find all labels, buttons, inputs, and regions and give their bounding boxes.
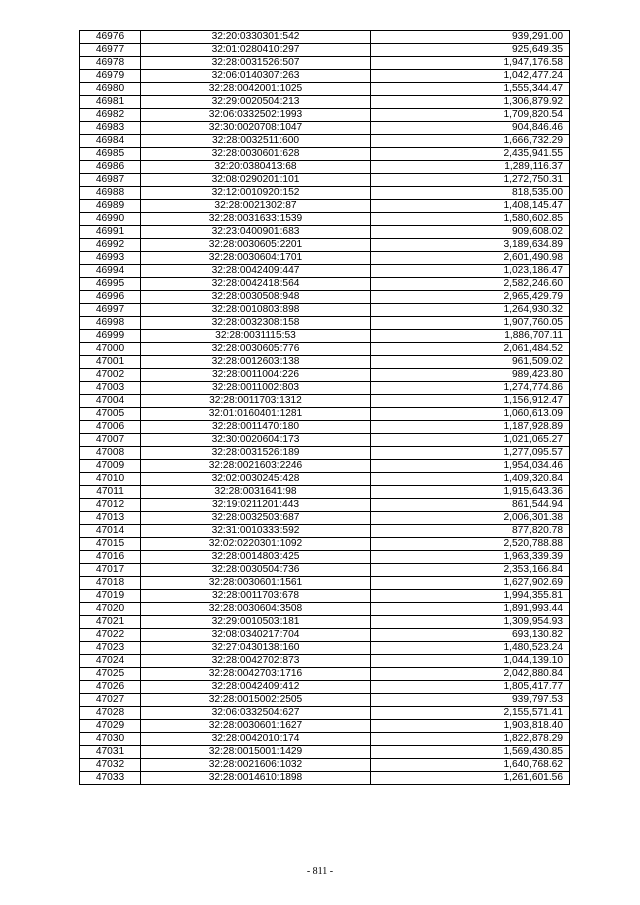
row-id-cell: 46989 — [80, 200, 141, 213]
cadastral-number-cell: 32:28:0011470:180 — [141, 421, 371, 434]
table-row — [80, 681, 570, 694]
amount-cell: 877,820.78 — [371, 525, 570, 538]
cadastral-number-cell: 32:28:0032503:687 — [141, 512, 371, 525]
cadastral-number-cell: 32:08:0340217:704 — [141, 629, 371, 642]
row-id-cell: 46991 — [80, 226, 141, 239]
cadastral-number-cell: 32:28:0030601:1561 — [141, 577, 371, 590]
amount-cell: 1,994,355.81 — [371, 590, 570, 603]
table-row — [80, 486, 570, 499]
cadastral-number-cell: 32:28:0030605:2201 — [141, 239, 371, 252]
row-id-cell: 47025 — [80, 668, 141, 681]
row-id-cell: 47020 — [80, 603, 141, 616]
row-id-cell: 47022 — [80, 629, 141, 642]
amount-cell: 1,060,613.09 — [371, 408, 570, 421]
row-id-cell: 47010 — [80, 473, 141, 486]
table-row — [80, 83, 570, 96]
row-id-cell: 47006 — [80, 421, 141, 434]
amount-cell: 1,408,145.47 — [371, 200, 570, 213]
amount-cell: 1,272,750.31 — [371, 174, 570, 187]
row-id-cell: 46987 — [80, 174, 141, 187]
table-row — [80, 538, 570, 551]
cadastral-number-cell: 32:31:0010333:592 — [141, 525, 371, 538]
cadastral-number-cell: 32:28:0011703:1312 — [141, 395, 371, 408]
amount-cell: 1,822,878.29 — [371, 733, 570, 746]
amount-cell: 2,006,301.38 — [371, 512, 570, 525]
cadastral-number-cell: 32:28:0042703:1716 — [141, 668, 371, 681]
table-row — [80, 655, 570, 668]
cadastral-number-cell: 32:02:0030245:428 — [141, 473, 371, 486]
table-row — [80, 57, 570, 70]
table-row — [80, 642, 570, 655]
table-row — [80, 70, 570, 83]
row-id-cell: 46976 — [80, 31, 141, 44]
amount-cell: 818,535.00 — [371, 187, 570, 200]
table-row — [80, 200, 570, 213]
amount-cell: 1,891,993.44 — [371, 603, 570, 616]
row-id-cell: 47002 — [80, 369, 141, 382]
cadastral-number-cell: 32:19:0211201:443 — [141, 499, 371, 512]
table-row — [80, 759, 570, 772]
row-id-cell: 46986 — [80, 161, 141, 174]
row-id-cell: 47029 — [80, 720, 141, 733]
table-row — [80, 551, 570, 564]
table-row — [80, 512, 570, 525]
table-row — [80, 616, 570, 629]
table-row — [80, 356, 570, 369]
cadastral-number-cell: 32:28:0030508:948 — [141, 291, 371, 304]
table-row — [80, 369, 570, 382]
amount-cell: 1,569,430.85 — [371, 746, 570, 759]
amount-cell: 961,509.02 — [371, 356, 570, 369]
table-row — [80, 668, 570, 681]
amount-cell: 1,805,417.77 — [371, 681, 570, 694]
table-row — [80, 96, 570, 109]
table-row — [80, 707, 570, 720]
table-row — [80, 330, 570, 343]
amount-cell: 1,277,095.57 — [371, 447, 570, 460]
cadastral-number-cell: 32:28:0030504:736 — [141, 564, 371, 577]
cadastral-number-cell: 32:28:0042001:1025 — [141, 83, 371, 96]
row-id-cell: 47012 — [80, 499, 141, 512]
amount-cell: 2,353,166.84 — [371, 564, 570, 577]
cadastral-number-cell: 32:28:0021606:1032 — [141, 759, 371, 772]
table-row — [80, 733, 570, 746]
cadastral-number-cell: 32:28:0012603:138 — [141, 356, 371, 369]
table-row — [80, 577, 570, 590]
table-row — [80, 174, 570, 187]
amount-cell: 1,289,116.37 — [371, 161, 570, 174]
amount-cell: 1,915,643.36 — [371, 486, 570, 499]
row-id-cell: 47007 — [80, 434, 141, 447]
row-id-cell: 46994 — [80, 265, 141, 278]
row-id-cell: 47028 — [80, 707, 141, 720]
amount-cell: 1,044,139.10 — [371, 655, 570, 668]
row-id-cell: 47004 — [80, 395, 141, 408]
row-id-cell: 47021 — [80, 616, 141, 629]
table-row — [80, 278, 570, 291]
amount-cell: 2,601,490.98 — [371, 252, 570, 265]
row-id-cell: 46998 — [80, 317, 141, 330]
amount-cell: 2,520,788.88 — [371, 538, 570, 551]
table-row — [80, 473, 570, 486]
cadastral-number-cell: 32:28:0030601:628 — [141, 148, 371, 161]
amount-cell: 1,709,820.54 — [371, 109, 570, 122]
amount-cell: 1,264,930.32 — [371, 304, 570, 317]
cadastral-number-cell: 32:28:0042409:412 — [141, 681, 371, 694]
amount-cell: 2,965,429.79 — [371, 291, 570, 304]
amount-cell: 1,261,601.56 — [371, 772, 570, 785]
page-number: - 811 - — [306, 866, 334, 877]
amount-cell: 1,156,912.47 — [371, 395, 570, 408]
amount-cell: 1,306,879.92 — [371, 96, 570, 109]
cadastral-number-cell: 32:28:0030605:776 — [141, 343, 371, 356]
row-id-cell: 46988 — [80, 187, 141, 200]
table-row — [80, 395, 570, 408]
cadastral-number-cell: 32:08:0290201:101 — [141, 174, 371, 187]
cadastral-number-cell: 32:30:0020604:173 — [141, 434, 371, 447]
cadastral-number-cell: 32:28:0011002:803 — [141, 382, 371, 395]
cadastral-number-cell: 32:28:0010803:898 — [141, 304, 371, 317]
amount-cell: 1,947,176.58 — [371, 57, 570, 70]
row-id-cell: 46999 — [80, 330, 141, 343]
amount-cell: 2,435,941.55 — [371, 148, 570, 161]
table-row — [80, 213, 570, 226]
table-row — [80, 421, 570, 434]
row-id-cell: 46996 — [80, 291, 141, 304]
table-row — [80, 343, 570, 356]
cadastral-number-cell: 32:28:0030604:3508 — [141, 603, 371, 616]
amount-cell: 1,409,320.84 — [371, 473, 570, 486]
table-row — [80, 265, 570, 278]
table-row — [80, 746, 570, 759]
amount-cell: 925,649.35 — [371, 44, 570, 57]
amount-cell: 1,309,954.93 — [371, 616, 570, 629]
row-id-cell: 46982 — [80, 109, 141, 122]
table-row — [80, 772, 570, 785]
cadastral-number-cell: 32:28:0014610:1898 — [141, 772, 371, 785]
table-row — [80, 304, 570, 317]
table-row — [80, 434, 570, 447]
table-row — [80, 148, 570, 161]
table-row — [80, 447, 570, 460]
row-id-cell: 47000 — [80, 343, 141, 356]
cadastral-number-cell: 32:01:0160401:1281 — [141, 408, 371, 421]
table-row — [80, 122, 570, 135]
cadastral-number-cell: 32:28:0015001:1429 — [141, 746, 371, 759]
table-row — [80, 252, 570, 265]
amount-cell: 1,023,186.47 — [371, 265, 570, 278]
cadastral-number-cell: 32:28:0015002:2505 — [141, 694, 371, 707]
table-row — [80, 629, 570, 642]
amount-cell: 1,480,523.24 — [371, 642, 570, 655]
table-row — [80, 135, 570, 148]
row-id-cell: 46980 — [80, 83, 141, 96]
table-row — [80, 382, 570, 395]
cadastral-number-cell: 32:28:0021302:87 — [141, 200, 371, 213]
row-id-cell: 46997 — [80, 304, 141, 317]
cadastral-number-cell: 32:20:0380413:68 — [141, 161, 371, 174]
cadastral-number-cell: 32:28:0031641:98 — [141, 486, 371, 499]
cadastral-number-cell: 32:28:0042702:873 — [141, 655, 371, 668]
amount-cell: 3,189,634.89 — [371, 239, 570, 252]
cadastral-number-cell: 32:28:0032511:600 — [141, 135, 371, 148]
cadastral-number-cell: 32:20:0330301:542 — [141, 31, 371, 44]
table-row — [80, 161, 570, 174]
row-id-cell: 46981 — [80, 96, 141, 109]
cadastral-number-cell: 32:28:0042409:447 — [141, 265, 371, 278]
amount-cell: 1,954,034.46 — [371, 460, 570, 473]
table-body — [80, 31, 570, 785]
amount-cell: 1,187,928.89 — [371, 421, 570, 434]
cadastral-number-cell: 32:27:0430138:160 — [141, 642, 371, 655]
row-id-cell: 47026 — [80, 681, 141, 694]
cadastral-number-cell: 32:28:0021603:2246 — [141, 460, 371, 473]
amount-cell: 1,903,818.40 — [371, 720, 570, 733]
cadastral-number-cell: 32:28:0042418:564 — [141, 278, 371, 291]
row-id-cell: 47009 — [80, 460, 141, 473]
row-id-cell: 46993 — [80, 252, 141, 265]
row-id-cell: 47030 — [80, 733, 141, 746]
cadastral-number-cell: 32:28:0011004:226 — [141, 369, 371, 382]
table-row — [80, 109, 570, 122]
cadastral-number-cell: 32:28:0030604:1701 — [141, 252, 371, 265]
row-id-cell: 47013 — [80, 512, 141, 525]
amount-cell: 939,291.00 — [371, 31, 570, 44]
table-row — [80, 499, 570, 512]
table-row — [80, 239, 570, 252]
cadastral-number-cell: 32:12:0010920:152 — [141, 187, 371, 200]
row-id-cell: 47031 — [80, 746, 141, 759]
row-id-cell: 47027 — [80, 694, 141, 707]
data-table — [79, 30, 570, 785]
amount-cell: 1,640,768.62 — [371, 759, 570, 772]
amount-cell: 1,627,902.69 — [371, 577, 570, 590]
row-id-cell: 47008 — [80, 447, 141, 460]
cadastral-number-cell: 32:29:0010503:181 — [141, 616, 371, 629]
amount-cell: 861,544.94 — [371, 499, 570, 512]
cadastral-number-cell: 32:29:0020504:213 — [141, 96, 371, 109]
row-id-cell: 47005 — [80, 408, 141, 421]
table-row — [80, 525, 570, 538]
table-row — [80, 291, 570, 304]
row-id-cell: 46985 — [80, 148, 141, 161]
cadastral-number-cell: 32:28:0042010:174 — [141, 733, 371, 746]
amount-cell: 1,274,774.86 — [371, 382, 570, 395]
amount-cell: 2,061,484.52 — [371, 343, 570, 356]
amount-cell: 693,130.82 — [371, 629, 570, 642]
cadastral-number-cell: 32:28:0030601:1627 — [141, 720, 371, 733]
cadastral-number-cell: 32:01:0280410:297 — [141, 44, 371, 57]
table-row — [80, 694, 570, 707]
cadastral-number-cell: 32:06:0140307:263 — [141, 70, 371, 83]
amount-cell: 2,582,246.60 — [371, 278, 570, 291]
row-id-cell: 46984 — [80, 135, 141, 148]
row-id-cell: 47033 — [80, 772, 141, 785]
cadastral-number-cell: 32:02:0220301:1092 — [141, 538, 371, 551]
table-row — [80, 720, 570, 733]
table-row — [80, 317, 570, 330]
row-id-cell: 47023 — [80, 642, 141, 655]
amount-cell: 2,155,571.41 — [371, 707, 570, 720]
row-id-cell: 46995 — [80, 278, 141, 291]
row-id-cell: 47019 — [80, 590, 141, 603]
table-row — [80, 590, 570, 603]
cadastral-number-cell: 32:28:0031115:53 — [141, 330, 371, 343]
amount-cell: 909,608.02 — [371, 226, 570, 239]
row-id-cell: 47015 — [80, 538, 141, 551]
amount-cell: 1,021,065.27 — [371, 434, 570, 447]
cadastral-number-cell: 32:28:0014803:425 — [141, 551, 371, 564]
row-id-cell: 47001 — [80, 356, 141, 369]
cadastral-number-cell: 32:28:0031526:507 — [141, 57, 371, 70]
table-row — [80, 603, 570, 616]
cadastral-number-cell: 32:28:0032308:158 — [141, 317, 371, 330]
row-id-cell: 46979 — [80, 70, 141, 83]
cadastral-number-cell: 32:23:0400901:683 — [141, 226, 371, 239]
amount-cell: 904,846.46 — [371, 122, 570, 135]
table-row — [80, 564, 570, 577]
row-id-cell: 47014 — [80, 525, 141, 538]
table-row — [80, 226, 570, 239]
row-id-cell: 47024 — [80, 655, 141, 668]
row-id-cell: 47018 — [80, 577, 141, 590]
table-row — [80, 187, 570, 200]
cadastral-number-cell: 32:30:0020708:1047 — [141, 122, 371, 135]
table-row — [80, 408, 570, 421]
table-row — [80, 44, 570, 57]
amount-cell: 1,580,602.85 — [371, 213, 570, 226]
amount-cell: 1,555,344.47 — [371, 83, 570, 96]
row-id-cell: 47032 — [80, 759, 141, 772]
row-id-cell: 46990 — [80, 213, 141, 226]
amount-cell: 989,423.80 — [371, 369, 570, 382]
row-id-cell: 46992 — [80, 239, 141, 252]
row-id-cell: 46983 — [80, 122, 141, 135]
amount-cell: 2,042,880.84 — [371, 668, 570, 681]
cadastral-number-cell: 32:28:0011703:678 — [141, 590, 371, 603]
table-row — [80, 460, 570, 473]
amount-cell: 1,886,707.11 — [371, 330, 570, 343]
amount-cell: 939,797.53 — [371, 694, 570, 707]
row-id-cell: 46978 — [80, 57, 141, 70]
amount-cell: 1,042,477.24 — [371, 70, 570, 83]
row-id-cell: 47003 — [80, 382, 141, 395]
amount-cell: 1,666,732.29 — [371, 135, 570, 148]
cadastral-number-cell: 32:06:0332502:1993 — [141, 109, 371, 122]
cadastral-number-cell: 32:06:0332504:627 — [141, 707, 371, 720]
row-id-cell: 47016 — [80, 551, 141, 564]
row-id-cell: 46977 — [80, 44, 141, 57]
amount-cell: 1,907,760.05 — [371, 317, 570, 330]
cadastral-number-cell: 32:28:0031633:1539 — [141, 213, 371, 226]
table-row — [80, 31, 570, 44]
row-id-cell: 47011 — [80, 486, 141, 499]
row-id-cell: 47017 — [80, 564, 141, 577]
amount-cell: 1,963,339.39 — [371, 551, 570, 564]
cadastral-number-cell: 32:28:0031526:189 — [141, 447, 371, 460]
